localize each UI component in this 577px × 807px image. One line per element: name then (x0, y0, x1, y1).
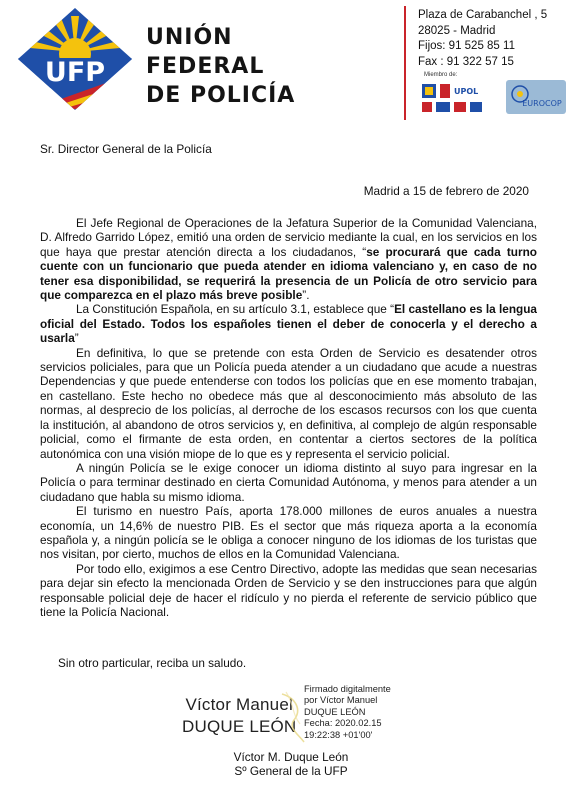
stamp-line: 19:22:38 +01'00' (304, 729, 373, 740)
org-name-line: DE POLICÍA (146, 83, 296, 108)
member-logo-mark (470, 102, 482, 112)
paragraph (40, 461, 537, 504)
letter-body (40, 216, 537, 619)
text-segment: La Constitución Española, en su artículo 3.1, establece que “ (76, 302, 395, 317)
paragraph (40, 302, 537, 345)
stamp-line: Fecha: 2020.02.15 (304, 718, 382, 729)
recipient: Sr. Director General de la Policía (40, 142, 212, 156)
paragraph (40, 216, 537, 302)
stamp-line: Firmado digitalmente (304, 684, 391, 694)
signature-first-name: Víctor Manuel (185, 695, 293, 714)
letterhead (0, 0, 577, 128)
text-segment: ”. (302, 288, 310, 303)
upol-logo: UPOL (454, 87, 479, 96)
text-segment: ” (74, 331, 79, 346)
paragraph (40, 346, 537, 461)
bold-quote: se procurará que cada turno cuente con un funcionario que pueda atender en idioma valenciano y, en caso de no tener esa disponibilidad, se requerirá la presencia de un Policía de otro servicio para que comparezca en el plazo más breve posible (40, 244, 537, 303)
members-label: Miembro de: (424, 72, 458, 78)
organization-name (146, 23, 295, 110)
sign-off (226, 750, 356, 779)
org-name-line: FEDERAL (146, 54, 265, 79)
text-segment: A ningún Policía se le exige conocer un idioma distinto al suyo para ingresar en la Policía o para terminar destinado en cierta Comunidad Autónoma, y menos para atender a un ciudadano que habla su mismo idioma. (40, 460, 537, 504)
digital-signature (182, 682, 422, 746)
signer-name: Víctor M. Duque León (233, 750, 349, 764)
stamp-line: por Víctor Manuel (304, 695, 378, 706)
paragraph (40, 504, 537, 562)
stamp-line: DUQUE LEÓN (304, 706, 366, 717)
eurocop-logo (506, 80, 566, 114)
text-segment: Por todo ello, exigimos a ese Centro Directivo, adopte las medidas que sean necesarias para dejar sin efecto la mencionada Orden de Servicio y se den instrucciones para que algún responsable policial deje de hacer el ridículo y no pierda el referente de servicio público que tiene la Policía Nacional. (40, 561, 537, 619)
paragraph (40, 562, 537, 620)
member-logo-mark (422, 102, 432, 112)
text-segment: El turismo en nuestro País, aporta 178.000 millones de euros anuales a nuestra economía, un 14,6% de nuestro PIB. Es el sector que más riqueza aporta a la economía española y, a ningún policía se le obliga a conocer ninguno de los idiomas de los turistas que nos visitan, por cierto, muchos de ellos en la Comunidad Valenciana. (40, 504, 537, 562)
member-logos (420, 80, 486, 116)
closing-salutation: Sin otro particular, reciba un saludo. (58, 656, 247, 670)
address-line: Plaza de Carabanchel , 5 (418, 9, 548, 21)
text-segment: En definitiva, lo que se pretende con esta Orden de Servicio es desatender otros servicios policiales, para que un Policía pueda atender a un ciudadano que acude a nuestras Dependencias y que puede entenderse con todos los policías que en ese momento trabajan, en castellano. Este hecho no obedece más que al desconocimiento más absoluto de las normas, al desprecio de los policías, al derroche de los escasos recursos con los que cuenta la institución, al abandono de otros servicios y, en definitiva, al complejo de algún responsable policial, como el firmante de esta orden, en contentar a ciertos sectores de la política autonómica con una visión miope de lo que es y representa el servicio policial. (40, 345, 537, 461)
ufp-logo (16, 6, 134, 112)
logo-text: UFP (44, 57, 106, 88)
contact-info (418, 8, 547, 70)
signer-title: Sº General de la UFP (234, 764, 348, 779)
fax-line: Fax : 91 322 57 15 (418, 55, 514, 68)
digital-signature-stamp (304, 684, 391, 741)
contact-block (404, 6, 574, 120)
member-logo-mark (436, 102, 450, 112)
postal-line: 28025 - Madrid (418, 24, 496, 37)
signature-last-name: DUQUE LEÓN (182, 717, 297, 736)
member-logo-mark (454, 102, 466, 112)
member-logo-mark (425, 87, 433, 95)
bold-quote: El castellano es la lengua oficial del Estado. Todos los españoles tienen el deber de conocerla y el derecho a usarla (40, 302, 537, 346)
letter-date: Madrid a 15 de febrero de 2020 (363, 184, 529, 198)
phone-line: Fijos: 91 525 85 11 (418, 40, 515, 52)
eurocop-text: EUROCOP (522, 99, 562, 108)
org-name-line: UNIÓN (146, 25, 233, 50)
text-segment: El Jefe Regional de Operaciones de la Jefatura Superior de la Comunidad Valenciana, D. Alfredo Garrido López, emitió una orden de servicio mediante la cual, en los servicios en los que haya que prestar atención directa a los ciudadanos, “ (40, 216, 537, 259)
member-logo-mark (440, 84, 450, 98)
